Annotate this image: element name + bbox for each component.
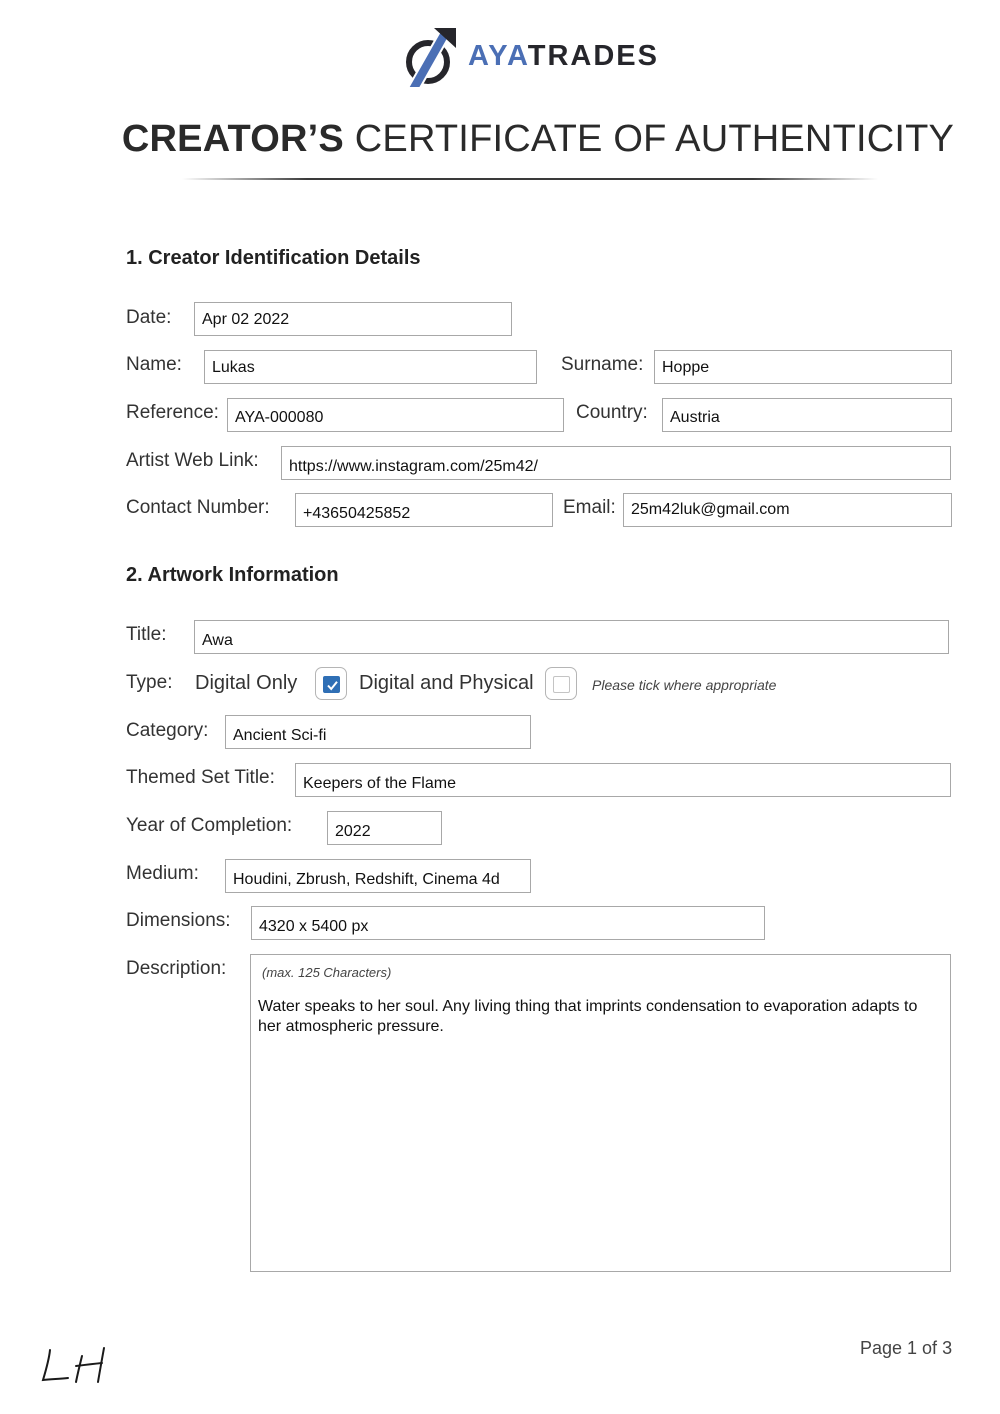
document-title [0, 118, 1000, 161]
name-label: Name: [126, 354, 182, 375]
date-field[interactable]: Apr 02 2022 [194, 302, 512, 336]
type-hint: Please tick where appropriate [592, 677, 777, 693]
title-divider [182, 178, 878, 180]
checkmark-icon [323, 676, 340, 693]
year-field[interactable]: 2022 [327, 811, 442, 845]
web-link-field[interactable]: https://www.instagram.com/25m42/ [281, 446, 951, 480]
name-field[interactable]: Lukas [204, 350, 537, 384]
medium-label: Medium: [126, 863, 199, 884]
title-field[interactable]: Awa [194, 620, 949, 654]
description-label: Description: [126, 958, 227, 979]
signature [40, 1344, 110, 1386]
type-label: Type: [126, 672, 173, 693]
type-digital-only-checkbox[interactable] [315, 667, 347, 700]
title-label: Title: [126, 624, 167, 645]
contact-number-label: Contact Number: [126, 497, 270, 518]
category-field[interactable]: Ancient Sci-fi [225, 715, 531, 749]
page-number: Page 1 of 3 [860, 1338, 953, 1358]
section1-heading: 1. Creator Identification Details [126, 247, 421, 269]
web-link-label: Artist Web Link: [126, 450, 259, 471]
brand-name-part1: AYA [468, 40, 528, 72]
description-hint: (max. 125 Characters) [262, 965, 392, 980]
type-option-digital-only-label: Digital Only [195, 672, 298, 694]
brand-wordmark [468, 40, 659, 73]
surname-label: Surname: [561, 354, 644, 375]
description-text: Water speaks to her soul. Any living thing that imprints condensation to evaporation adapts to her atmospheric pressure. [258, 998, 918, 1035]
empty-checkbox-icon [553, 676, 570, 693]
type-option-digital-physical-label: Digital and Physical [359, 672, 534, 694]
reference-label: Reference: [126, 402, 219, 423]
medium-field[interactable]: Houdini, Zbrush, Redshift, Cinema 4d [225, 859, 531, 893]
country-label: Country: [576, 402, 648, 423]
description-field[interactable] [250, 954, 951, 1272]
category-label: Category: [126, 720, 209, 741]
country-field[interactable]: Austria [662, 398, 952, 432]
document-title-regular: CERTIFICATE OF AUTHENTICITY [354, 118, 955, 160]
reference-field[interactable]: AYA-000080 [227, 398, 564, 432]
section2-heading: 2. Artwork Information [126, 564, 339, 586]
date-label: Date: [126, 307, 172, 328]
themed-set-field[interactable]: Keepers of the Flame [295, 763, 951, 797]
dimensions-label: Dimensions: [126, 910, 231, 931]
email-label: Email: [563, 497, 616, 518]
ayatrades-logo-icon [404, 26, 456, 92]
contact-number-field[interactable]: +43650425852 [295, 493, 553, 527]
type-digital-physical-checkbox[interactable] [545, 667, 577, 700]
document-title-bold: CREATOR’S [121, 118, 344, 160]
email-field[interactable]: 25m42luk@gmail.com [623, 493, 952, 527]
brand-name-part2: TRADES [527, 40, 659, 72]
year-label: Year of Completion: [126, 815, 293, 836]
dimensions-field[interactable]: 4320 x 5400 px [251, 906, 765, 940]
themed-set-label: Themed Set Title: [126, 767, 275, 788]
surname-field[interactable]: Hoppe [654, 350, 952, 384]
